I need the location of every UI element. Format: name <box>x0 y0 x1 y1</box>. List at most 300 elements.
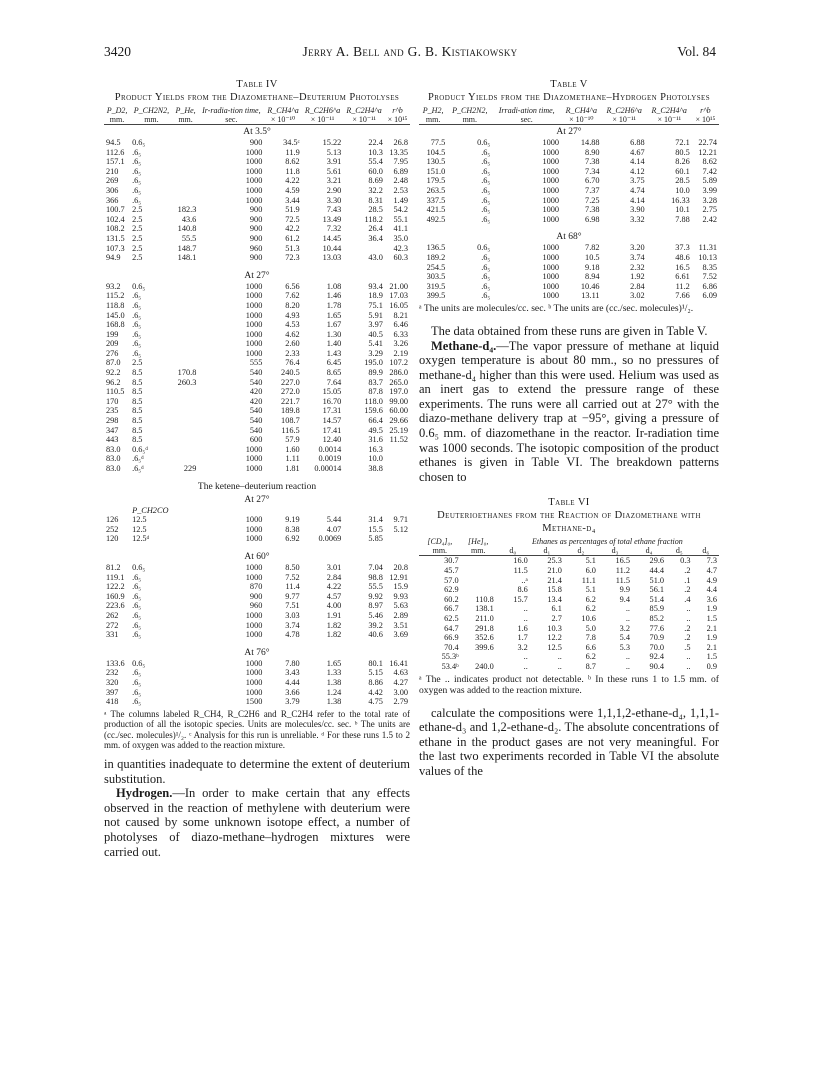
table4-cell: 286.0 <box>389 368 408 378</box>
table4-cell: 2.79 <box>393 697 408 707</box>
table6-cell: 66.7 <box>444 604 459 614</box>
table4-cell <box>173 387 199 397</box>
table4-cell: 8.62 <box>285 157 300 167</box>
table6-cell: 70.9 <box>649 633 665 643</box>
table5-cell: 7.38 <box>585 205 600 215</box>
table4-cell: 540 <box>249 425 263 435</box>
table4-cell: 5.44 <box>326 515 342 525</box>
table5-cell: 16.33 <box>671 195 690 205</box>
table4-row <box>104 563 410 573</box>
table6-cell: 4.4 <box>706 585 717 595</box>
table4-cell: 76.4 <box>285 358 300 368</box>
table4-cell: 960 <box>249 243 263 253</box>
table4-cell: 12.5 <box>132 515 147 525</box>
table4-cell: 2.5 <box>132 233 143 243</box>
table4-section-row <box>104 125 410 139</box>
table5-cell: 1000 <box>542 147 560 157</box>
table4-cell: 3.91 <box>326 157 342 167</box>
table4-cell: .6₅ᵈ <box>132 464 144 473</box>
table5-row <box>419 253 719 263</box>
table5-row <box>419 205 719 215</box>
table4-cell: 960 <box>249 601 263 611</box>
table6-cell: 62.5 <box>444 614 459 623</box>
table4-cell: .6₅ <box>132 668 142 678</box>
table4-cell: 1.91 <box>326 610 342 620</box>
table4-cell: 93.4 <box>368 281 383 291</box>
table4-cell: 189.8 <box>281 406 300 416</box>
table4-cell: 900 <box>249 214 263 224</box>
table5-section-label: At 68° <box>556 232 582 243</box>
table4-cell: 36.4 <box>368 233 383 243</box>
table4-cell: 1.43 <box>326 348 342 358</box>
table4-cell <box>173 611 199 621</box>
table4-cell: 272 <box>106 620 119 630</box>
table6-cell: 9.4 <box>619 594 631 604</box>
table5-cell: 1000 <box>542 252 560 262</box>
table5-cell: 16.5 <box>675 262 690 272</box>
table4-row <box>104 148 410 158</box>
table4-cell: 55.5 <box>181 233 197 243</box>
table6-cell: 70.4 <box>444 642 459 652</box>
table4-cell: 4.93 <box>285 310 300 320</box>
table4-cell: 4.53 <box>285 320 300 330</box>
table4-cell: 26.4 <box>368 224 383 234</box>
table5-row <box>419 157 719 167</box>
table4-cell: 3.97 <box>368 320 383 330</box>
table4-cell: 6.92 <box>285 534 300 544</box>
table5-cell: 337.5 <box>426 195 446 205</box>
table5-cell: 1000 <box>542 272 560 282</box>
table6-cell: 6.1 <box>551 604 562 614</box>
table4-row <box>104 445 410 455</box>
table4-cell <box>173 397 199 407</box>
table4-cell: 1000 <box>245 195 263 205</box>
table4-cell <box>173 291 199 301</box>
table6-unit-cell: mm. <box>432 546 448 556</box>
table6-cell: 4.7 <box>706 566 717 576</box>
table4-cell: .6₅ <box>132 348 142 358</box>
table4-cell: 42.3 <box>393 243 408 253</box>
table4-cell: 1.40 <box>326 339 342 349</box>
table4-cell: 7.43 <box>326 205 342 215</box>
table4-cell <box>173 435 199 445</box>
table4-section-row <box>104 269 410 282</box>
table4-cell: 40.5 <box>368 329 383 339</box>
table4-cell: 11.9 <box>285 147 300 157</box>
table5-cell: 1000 <box>542 195 560 205</box>
table6-cell: .2 <box>684 585 691 595</box>
table4-section-label: At 60° <box>244 551 270 562</box>
table4-cell: 87.0 <box>106 358 121 368</box>
table5-cell: 254.5 <box>426 262 446 272</box>
table4-cell: 320 <box>106 677 119 687</box>
table4-label: Table IV <box>236 79 278 90</box>
page-number: 3420 <box>104 44 131 59</box>
table4-cell: 276 <box>106 348 119 358</box>
table5-cell: 6.09 <box>702 291 717 301</box>
table5-cell: 303.5 <box>426 272 446 282</box>
table4-cell: 1000 <box>245 562 263 572</box>
table5-cell: 1000 <box>542 214 560 224</box>
table4-cell: 15.05 <box>322 387 342 397</box>
table4-row <box>104 464 410 474</box>
table6-cell: .. <box>523 661 528 671</box>
table6-cell: 11.2 <box>615 566 631 576</box>
table5-cell: .6₅ <box>481 205 491 215</box>
table4-header-cell: R_C2H4^a <box>346 106 382 115</box>
table4-cell: 32.2 <box>368 185 383 195</box>
table4-cell: 8.5 <box>132 406 143 416</box>
table4-cell: .6₅ <box>132 329 142 339</box>
table4-cell: 1000 <box>245 300 263 310</box>
table6-cell: 15.8 <box>547 585 562 595</box>
table4-cell: 1000 <box>245 444 263 454</box>
table4-cell: 8.5 <box>132 425 143 435</box>
table4-row <box>104 339 410 349</box>
table4-cell: 197.0 <box>389 387 408 397</box>
table4-cell: 6.56 <box>285 281 300 291</box>
table4-cell <box>173 668 199 678</box>
table4-cell: .6₅ <box>132 582 142 592</box>
table6-cell: 2.7 <box>551 614 562 623</box>
table6-cell: 2.1 <box>706 623 717 633</box>
table4-cell: 1000 <box>245 524 263 534</box>
table4-cell: 159.6 <box>364 406 383 416</box>
table5-cell: 2.84 <box>630 281 645 291</box>
table4-cell: 3.26 <box>393 339 408 349</box>
table4-cell: 8.5 <box>132 377 143 387</box>
table6-cell: 110.8 <box>475 594 494 604</box>
table5-unit-cell: mm. <box>425 115 441 124</box>
table6-label: Table VI <box>548 497 590 509</box>
table4-cell: 120 <box>106 534 119 544</box>
table4-cell: 5.12 <box>393 524 408 534</box>
table6-row <box>419 595 719 605</box>
table4-cell: 223.6 <box>106 601 125 611</box>
table5 <box>419 106 719 301</box>
table4-cell: 4.63 <box>393 668 408 678</box>
table4-cell: 87.8 <box>368 387 383 397</box>
table4-cell: 83.0 <box>106 444 121 454</box>
table4-cell: 148.7 <box>177 243 197 253</box>
table6-unit-cell: d₁ <box>543 546 551 556</box>
table4-cell: 92.2 <box>106 368 121 378</box>
table4-cell: 2.5 <box>132 205 143 215</box>
table5-unit-cell: sec. <box>520 115 533 124</box>
table4-cell: 13.03 <box>322 253 342 263</box>
table4-cell: 170.8 <box>177 368 197 378</box>
table6-cell: 12.5 <box>547 642 562 652</box>
table4-pch2co-label: P_CH2CO <box>132 505 169 515</box>
table4-cell: 1000 <box>245 320 263 330</box>
table4-cell: 9.92 <box>368 591 383 601</box>
table4-header-cell: R_C2H6^a <box>304 106 341 115</box>
table4-cell: 55.1 <box>393 214 408 224</box>
table5-cell: .6₅ <box>481 252 491 262</box>
table4-row <box>104 358 410 368</box>
table5-cell: 7.25 <box>585 195 600 205</box>
left-continuation-text: in quantities inadequate to determine the extent of deuterium substitution. <box>104 757 410 786</box>
table4-row <box>104 397 410 407</box>
table5-cell: 492.5 <box>426 214 446 224</box>
table4-section-sublabel: At 27° <box>244 494 270 505</box>
table4-cell: 17.03 <box>389 291 408 301</box>
table6-unit-cell: d₃ <box>611 546 619 556</box>
table5-cell: 1000 <box>542 205 560 215</box>
table4-cell: 555 <box>249 358 263 368</box>
table4-cell: 55.5 <box>368 582 383 592</box>
table4-cell: 16.41 <box>389 658 408 668</box>
table4-cell <box>173 515 199 525</box>
table6-cell: .. <box>557 652 562 662</box>
table4-cell <box>198 506 264 516</box>
table4-cell <box>173 138 199 148</box>
table5-header-cell: P_CH2N2, <box>452 106 488 115</box>
table4-row <box>104 534 410 544</box>
table4-cell: 13.35 <box>389 147 408 157</box>
table6-cell: .. <box>625 652 631 662</box>
table4-cell: 1000 <box>245 147 263 157</box>
table4-cell: 1.82 <box>326 630 342 640</box>
table4-row <box>104 630 410 640</box>
table4-cell: 366 <box>106 195 119 205</box>
table4-cell: 102.4 <box>106 214 125 224</box>
table4-cell <box>173 592 199 602</box>
table4-cell: 0.0019 <box>318 454 342 464</box>
table5-label: Table V <box>550 79 588 90</box>
table4-cell: 43.0 <box>368 253 383 263</box>
table6-cell <box>461 652 496 662</box>
table4-cell: 1.60 <box>285 444 300 454</box>
table5-cell: 1000 <box>542 281 560 291</box>
table4-cell <box>173 157 199 167</box>
table4-row <box>104 525 410 535</box>
table4-cell: 17.31 <box>322 406 342 416</box>
table4-units-row <box>104 115 410 125</box>
table4-cell: 83.7 <box>368 377 383 387</box>
table5-cell: 189.2 <box>426 252 446 262</box>
table4-cell <box>173 416 199 426</box>
table6-cell: 6.0 <box>585 566 596 576</box>
table4-cell: 2.90 <box>326 185 342 195</box>
table6-cell: 21.0 <box>547 566 562 576</box>
table6-cell: 399.6 <box>475 642 494 652</box>
table4-cell: 4.57 <box>326 591 342 601</box>
table4-row <box>104 406 410 416</box>
table4-row <box>104 205 410 215</box>
table5-cell: 10.13 <box>698 252 717 262</box>
table4-cell: 5.85 <box>368 534 383 544</box>
table4-cell: 0.6₅ᵈ <box>132 444 148 454</box>
table4-cell: 1000 <box>245 176 263 186</box>
table6-row <box>419 614 719 624</box>
table6-cell: 7.8 <box>585 633 596 643</box>
table4-cell: 8.50 <box>285 562 300 572</box>
table4-cell: 15.9 <box>393 582 408 592</box>
table6-cell: 11.1 <box>581 575 596 585</box>
table5-head <box>419 106 719 125</box>
table4-cell: 39.2 <box>368 620 383 630</box>
table4-cell: 1000 <box>245 572 263 582</box>
table4-cell: 1.33 <box>326 668 342 678</box>
table4-row <box>104 668 410 678</box>
table4-cell: 7.32 <box>326 224 342 234</box>
table6-row <box>419 566 719 576</box>
table6-cell: 70.0 <box>649 642 665 652</box>
table4-cell: 4.22 <box>326 582 342 592</box>
table4-cell: .6₅ <box>132 147 142 157</box>
table4-cell: 1.82 <box>326 620 342 630</box>
table4-cell <box>302 506 344 516</box>
table6-cell: .2 <box>684 633 691 643</box>
table5-cell: 3.20 <box>630 243 645 253</box>
table4-cell <box>173 688 199 698</box>
table5-unit-cell: × 10¹⁵ <box>695 115 716 124</box>
table6-row <box>419 576 719 586</box>
table6-cell: 60.2 <box>444 594 459 604</box>
table4-cell: 210 <box>106 166 119 176</box>
table4-cell: 60.0 <box>368 166 383 176</box>
table4-cell <box>173 534 199 544</box>
table4-cell: 31.4 <box>368 515 383 525</box>
table6-cell: .. <box>523 652 528 662</box>
table6-cell: 5.1 <box>585 556 596 566</box>
table4-cell: 8.21 <box>393 310 408 320</box>
table4-cell: 34.5ᶜ <box>283 138 300 147</box>
table5-cell: 80.5 <box>675 147 690 157</box>
table4-cell: 3.69 <box>393 630 408 640</box>
table6-cell: 10.3 <box>547 623 562 633</box>
table4-cell: 2.89 <box>393 610 408 620</box>
table4-cell <box>173 330 199 340</box>
table4-cell: 5.61 <box>326 166 342 176</box>
table4-cell: 1.65 <box>326 310 342 320</box>
table6-cell: 240.0 <box>475 661 494 671</box>
table4-cell: 31.6 <box>368 435 383 445</box>
table6-cell: 12.2 <box>547 633 562 643</box>
table5-cell: 7.82 <box>585 243 600 253</box>
table4-cell: 107.2 <box>389 358 408 368</box>
table4-cell: 81.2 <box>106 562 121 572</box>
table5-cell: 8.94 <box>585 272 600 282</box>
table5-cell: .6₅ <box>481 272 491 282</box>
table4-cell: 3.79 <box>285 697 300 707</box>
table4-cell: 157.1 <box>106 157 125 167</box>
table4-cell: .6₅ <box>132 601 142 611</box>
table4-cell: 2.53 <box>393 185 408 195</box>
table4-cell: 420 <box>249 387 263 397</box>
table4-unit-cell: sec. <box>225 115 238 124</box>
table6-cell: 10.6 <box>581 614 596 623</box>
table4-cell: 51.9 <box>285 205 300 215</box>
table4-cell: 72.5 <box>285 214 300 224</box>
table5-cell: .6₅ <box>481 157 491 167</box>
table5-cell: 421.5 <box>426 205 446 215</box>
table6-cell: 6.2 <box>585 652 596 662</box>
table5-cell: 22.74 <box>698 138 717 147</box>
table6-unit-cell: d₀ <box>509 546 517 556</box>
table4-row <box>104 330 410 340</box>
table4-row <box>104 196 410 206</box>
table4-header-cell: Ir-radia-tion time, <box>202 106 261 115</box>
table4-cell: .6₅ <box>132 166 142 176</box>
table4-cell: 7.52 <box>285 572 300 582</box>
table4-cell <box>173 167 199 177</box>
table4-cell: 9.93 <box>393 591 408 601</box>
table5-cell: 1000 <box>542 157 560 167</box>
table4-cell: 93.2 <box>106 281 121 291</box>
table6-cell <box>461 566 496 576</box>
table4-cell <box>173 301 199 311</box>
table4-cell: 4.22 <box>285 176 300 186</box>
table5-cell: .6₅ <box>481 262 491 272</box>
table4-cell: 240.5 <box>281 368 300 378</box>
table6-cell: 5.4 <box>619 633 631 643</box>
table4-cell <box>173 697 199 707</box>
table4-cell: 870 <box>249 582 263 592</box>
table4-unit-cell: × 10¹⁵ <box>387 115 408 124</box>
table6-unit-cell: d₅ <box>675 546 683 556</box>
table6-row <box>419 662 719 672</box>
table4-cell: 145.0 <box>106 310 125 320</box>
table4-cell: 40.6 <box>368 630 383 640</box>
table4-body <box>104 125 410 707</box>
table4-cell <box>173 573 199 583</box>
table4-cell: 3.00 <box>393 687 408 697</box>
table4-cell: 108.2 <box>106 224 125 234</box>
table6-cell: 13.4 <box>547 594 562 604</box>
table4-head <box>104 106 410 125</box>
table4-cell: 10.3 <box>368 147 383 157</box>
table6-cell: .. <box>557 661 562 671</box>
table4-cell: 1000 <box>245 339 263 349</box>
table4-cell: 12.91 <box>389 572 408 582</box>
table4-cell <box>173 186 199 196</box>
table4-cell <box>173 525 199 535</box>
table4-cell: 900 <box>249 224 263 234</box>
table4-cell: 1.49 <box>393 195 408 205</box>
table4-cell: 49.5 <box>368 425 383 435</box>
table4-cell: 13.49 <box>322 214 342 224</box>
table4-cell <box>385 445 410 455</box>
table4-cell: 8.65 <box>326 368 342 378</box>
table4-cell: 43.6 <box>181 214 197 224</box>
table4-cell: 80.1 <box>368 658 383 668</box>
table4-cell: 252 <box>106 524 119 534</box>
table4-cell <box>173 563 199 573</box>
table6-header-cell: [CD₄]₀, <box>427 537 453 547</box>
table4-section-label: At 27° <box>244 270 270 281</box>
table5-cell: 4.14 <box>630 195 645 205</box>
table4-cell: 900 <box>249 253 263 263</box>
table4-cell: 4.00 <box>326 601 342 611</box>
table4-cell: .6₅ <box>132 630 142 640</box>
table5-cell: 8.35 <box>702 262 717 272</box>
table4-cell <box>385 506 410 516</box>
table6-cell: 8.6 <box>517 585 528 595</box>
table4-cell: 1000 <box>245 677 263 687</box>
table6-cell: 85.2 <box>649 614 665 623</box>
table6-title: Deuterioethanes from the Reaction of Diazomethane with Methane-d₄ <box>437 510 701 535</box>
table6-cell: 57.0 <box>444 575 459 585</box>
table4-cell <box>173 320 199 330</box>
table6-unit-cell: mm. <box>470 546 486 556</box>
table4-cell: 7.51 <box>285 601 300 611</box>
table5-cell: 37.3 <box>675 243 690 253</box>
table6-cell: 64.7 <box>444 623 459 633</box>
table4-cell: 1.24 <box>326 687 342 697</box>
table4-cell: 26.8 <box>393 138 408 147</box>
